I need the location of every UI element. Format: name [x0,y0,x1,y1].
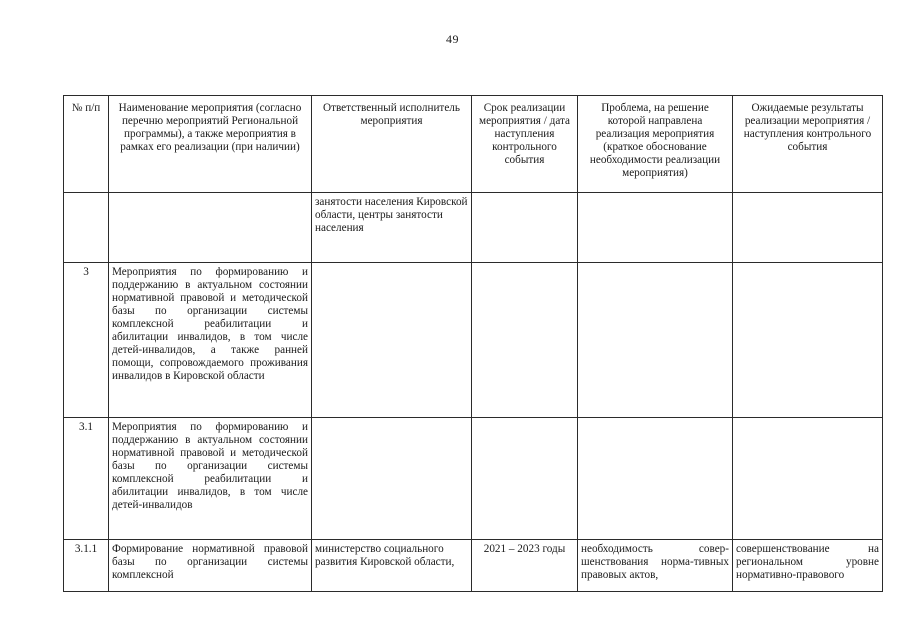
table-row [64,418,883,540]
header-executor: Ответственный исполнитель мероприятия [312,96,472,193]
row-executor: министерство социального развития Кировской области, [312,540,472,592]
row-number: 3.1 [64,418,109,540]
table-row [64,263,883,418]
row-executor [312,418,472,540]
row-result: совершенствование на региональном уровне нормативно-правового [733,540,883,592]
page-number: 49 [446,32,459,46]
row-problem: необходимость совер-шенствования норма-тивных правовых актов, [578,540,733,592]
header-problem: Проблема, на решение которой направлена реализация мероприятия (краткое обоснование необходимости реализации мероприятия) [578,96,733,193]
header-term: Срок реализации мероприятия / дата наступления контрольного события [472,96,578,193]
row-activity-name: Формирование нормативной правовой базы по организации системы комплексной [109,540,312,592]
table-row [64,193,883,263]
row-executor: занятости населения Кировской области, центры занятости населения [312,193,472,263]
row-result [733,418,883,540]
row-activity-name [109,193,312,263]
header-result: Ожидаемые результаты реализации мероприятия / наступления контрольного события [733,96,883,193]
header-number: № п/п [64,96,109,193]
row-problem [578,418,733,540]
row-term [472,193,578,263]
row-term: 2021 – 2023 годы [472,540,578,592]
row-activity-name: Мероприятия по формированию и поддержанию в актуальном состоянии нормативной правовой и методической базы по организации системы комплексной реабилитации и абилитации инвалидов, в том числе детей-инвалидов, а также ранней помощи, сопровождаемого проживания инвалидов в Кировской области [109,263,312,418]
row-term [472,418,578,540]
row-result [733,193,883,263]
table-header-row [64,96,883,193]
row-activity-name: Мероприятия по формированию и поддержанию в актуальном состоянии нормативной правовой и методической базы по организации системы комплексной реабилитации и абилитации инвалидов, в том числе детей-инвалидов [109,418,312,540]
header-activity-name: Наименование мероприятия (согласно перечню мероприятий Региональной программы), а также мероприятия в рамках его реализации (при наличии) [109,96,312,193]
row-number: 3.1.1 [64,540,109,592]
row-problem [578,193,733,263]
row-problem [578,263,733,418]
row-term [472,263,578,418]
row-result [733,263,883,418]
activities-table [63,95,883,592]
table-row [64,540,883,592]
row-number [64,193,109,263]
row-executor [312,263,472,418]
row-number: 3 [64,263,109,418]
